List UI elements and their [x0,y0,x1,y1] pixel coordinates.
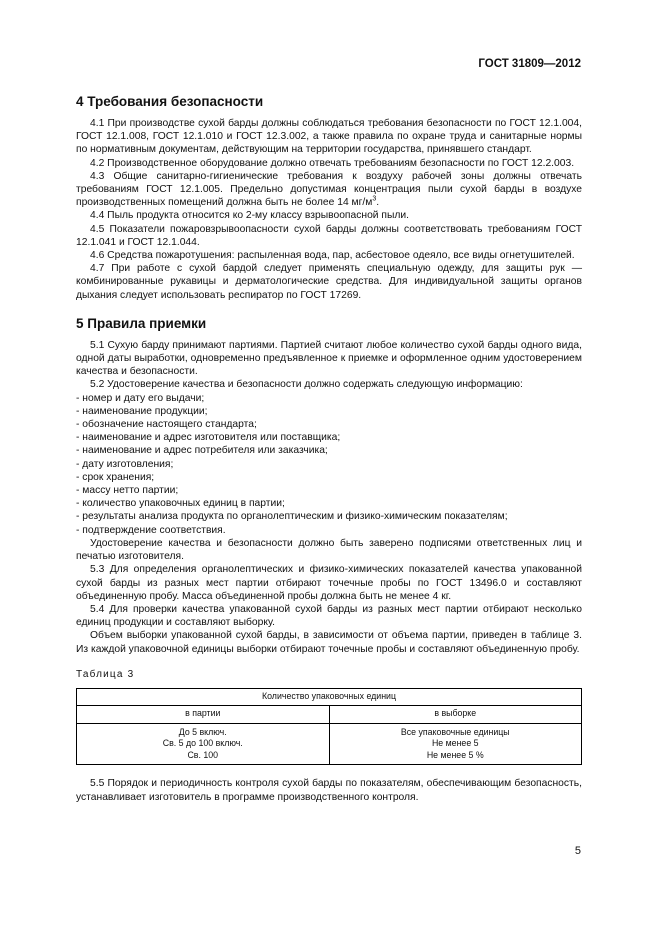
paragraph-5-1: 5.1 Сухую барду принимают партиями. Партией считают любое количество сухой барды одного вида, одной даты выработки, одновременно предъявленное к приемке и оформленное одним удостоверением качества и безопасности. [76,339,582,378]
paragraph-5-2: 5.2 Удостоверение качества и безопасности должно содержать следующую информацию: [90,379,523,391]
table-caption: Таблица 3 [76,668,135,680]
list-item: - количество упаковочных единиц в партии; [76,498,285,510]
paragraph-5-5: 5.5 Порядок и периодичность контроля сухой барды по показателям, обеспечивающим безопасность, устанавливает изготовитель в программе производственного контроля. [76,778,582,803]
table-value: Св. 5 до 100 включ. [162,738,243,749]
list-item: - номер и дату его выдачи; [76,392,205,404]
superscript-3: 3 [372,195,377,203]
paragraph-4-3-end: . [376,197,380,209]
table-cell-lot [77,723,330,765]
page-content [76,94,582,804]
column-header-sample: в выборке [329,706,582,724]
paragraph-5-3: 5.3 Для определения органолептических и физико-химических показателей качества упакованной сухой барды из разных мест партии отбирают точечные пробы по ГОСТ 13496.0 и составляют объединенную пробу. Масса объединенной пробы должна быть не менее 4 кг. [76,564,582,602]
paragraph-4-3-text: 4.3 Общие санитарно-гигиенические требования к воздуху рабочей зоны должны отвечать требованиям ГОСТ 12.1.005. Предельно допустимая концентрация пыли сухой барды в воздухе производственных помещений должна быть не более 14 мг/м [76,170,582,209]
table-value: До 5 включ. [178,726,227,737]
list-item: - обозначение настоящего стандарта; [76,419,257,431]
list-item: - дату изготовления; [76,458,174,470]
list-item: - срок хранения; [76,471,155,483]
paragraph-5-4: 5.4 Для проверки качества упакованной сухой барды из разных мест партии отбирают несколько единиц продукции и составляют выборку. [76,603,582,629]
paragraph-4-1: 4.1 При производстве сухой барды должны соблюдаться требования безопасности по ГОСТ 12.1.004, ГОСТ 12.1.008, ГОСТ 12.1.010 и ГОСТ 12.3.002, а также правила по охране труда и санитарные нормы по нормативным документам, действующим на территории государства, принявшего стандарт. [76,118,582,156]
paragraph-4-6: 4.6 Средства пожаротушения: распыленная вода, пар, асбестовое одеяло, все виды огнетушителей. [90,250,575,262]
table-value: Все упаковочные единицы [400,726,510,737]
table-header: Количество упаковочных единиц [77,688,582,706]
section-5-title: 5 Правила приемки [76,315,207,331]
table-value: Не менее 5 % [426,749,484,760]
column-header-lot: в партии [77,706,330,724]
paragraph-4-4: 4.4 Пыль продукта относится ко 2-му классу взрывоопасной пыли. [90,210,410,222]
info-list [76,392,582,537]
paragraph-4-3 [76,170,582,210]
paragraph-4-5: 4.5 Показатели пожаровзрывоопасности сухой барды должны соответствовать требованиям ГОСТ 12.1.041 и ГОСТ 12.1.044. [76,223,582,248]
paragraph-5-4-note: Объем выборки упакованной сухой барды, в зависимости от объема партии, приведен в таблице 3. Из каждой упаковочной единицы выборки отбирают точечные пробы и составляют объединенную пробу. [76,630,582,655]
list-item: - массу нетто партии; [76,485,179,497]
list-item: - наименование и адрес потребителя или заказчика; [76,445,328,457]
list-item: - наименование и адрес изготовителя или поставщика; [76,432,341,444]
section-4-title: 4 Требования безопасности [76,94,264,109]
table-value: Св. 100 [187,749,219,760]
list-item: - подтверждение соответствия. [76,524,226,536]
table-value: Не менее 5 [431,738,479,749]
table-3 [76,688,582,766]
paragraph-5-2-note: Удостоверение качества и безопасности должно быть заверено подписями ответственных лиц и печатью изготовителя. [76,537,582,563]
table-cell-sample [329,723,582,765]
paragraph-4-2: 4.2 Производственное оборудование должно отвечать требованиям безопасности по ГОСТ 12.2.003. [90,157,575,169]
paragraph-4-7: 4.7 При работе с сухой бардой следует применять специальную одежду, для защиты рук — комбинированные рукавицы и дерматологические средства. Для индивидуальной защиты органов дыхания следует использовать респиратор по ГОСТ 17269. [76,263,582,301]
list-item: - наименование продукции; [76,405,208,417]
document-code: ГОСТ 31809—2012 [478,58,581,70]
list-item: - результаты анализа продукта по органолептическим и физико-химическим показателям; [76,511,508,523]
page-number: 5 [574,845,581,857]
